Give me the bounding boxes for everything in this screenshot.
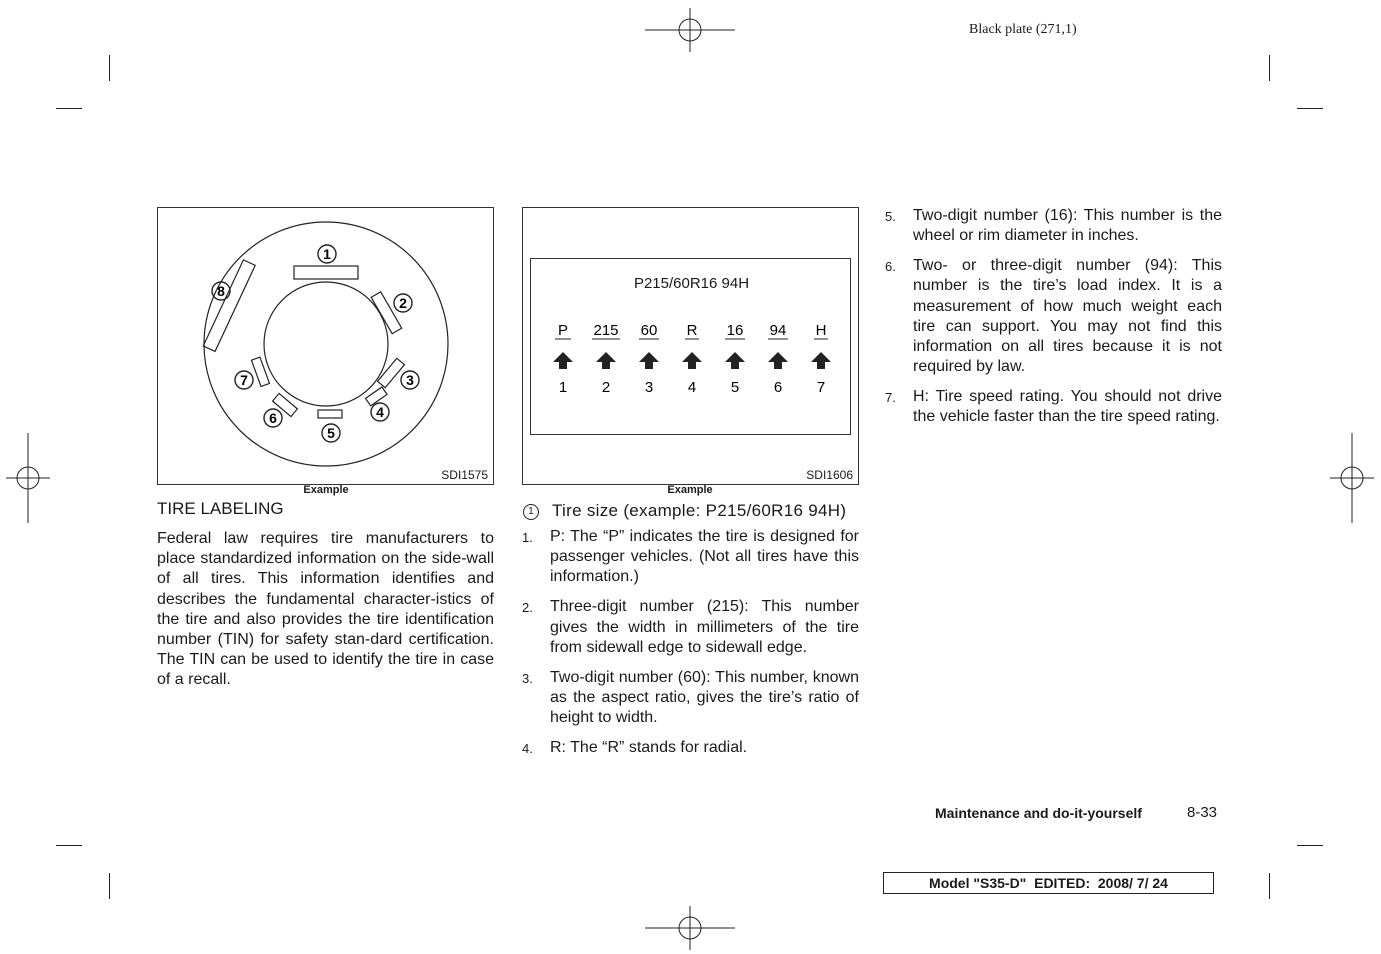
- list-text: Two-digit number (60): This number, known as the aspect ratio, gives the tire’s ratio of height to width.: [550, 668, 859, 727]
- model-edit-stamp: Model "S35-D" EDITED: 2008/ 7/ 24: [883, 872, 1214, 894]
- crop-mark: [1297, 108, 1323, 109]
- list-number: 4.: [522, 741, 533, 757]
- callout-marker: 1: [523, 504, 539, 520]
- crop-mark: [1269, 55, 1270, 81]
- footer-section-name: Maintenance and do-it-yourself: [935, 805, 1142, 821]
- code-p: P: [557, 322, 569, 339]
- list-number: 5.: [885, 209, 896, 224]
- list-item: [522, 738, 859, 758]
- index-4: 4: [687, 379, 697, 396]
- list-item: [522, 668, 859, 729]
- index-5: 5: [730, 379, 740, 396]
- index-7: 7: [816, 379, 826, 396]
- list-text: Three-digit number (215): This number gives the width in millimeters of the tire from sidewall edge to sidewall edge.: [550, 598, 859, 656]
- list-number: 7.: [885, 390, 896, 406]
- figure-caption: Example: [667, 484, 713, 496]
- callout-text: Tire size (example: P215/60R16 94H): [552, 501, 847, 520]
- crop-mark: [56, 845, 82, 846]
- section-heading: TIRE LABELING: [157, 499, 284, 518]
- arrow-up-icon: [725, 352, 745, 369]
- plate-label: Black plate (271,1): [969, 22, 1077, 37]
- list-item: [885, 387, 1222, 427]
- callout-1: 1: [323, 246, 331, 262]
- code-60: 60: [640, 322, 658, 339]
- callout-4: 4: [376, 404, 384, 420]
- code-94: 94: [769, 322, 787, 339]
- list-item: [885, 206, 1222, 246]
- index-3: 3: [644, 379, 654, 396]
- crop-mark: [109, 55, 110, 81]
- list-number: 2.: [522, 600, 533, 616]
- arrow-up-icon: [639, 352, 659, 369]
- list-item: [522, 597, 859, 658]
- list-text: P: The “P” indicates the tire is designed for passenger vehicles. (Not all tires have this information.): [550, 528, 859, 586]
- page-number: 8-33: [1187, 804, 1218, 821]
- list-number: 3.: [522, 670, 533, 686]
- crop-mark: [1269, 873, 1270, 899]
- registration-mark-left: [6, 433, 50, 523]
- arrow-up-icon: [553, 352, 573, 369]
- figure-id: SDI1606: [806, 468, 853, 482]
- registration-mark-top: [645, 8, 735, 52]
- callout-list-item: [522, 501, 859, 521]
- callout-7: 7: [240, 372, 248, 388]
- tire-size-label: P215/60R16 94H: [633, 275, 750, 292]
- crop-mark: [1297, 845, 1323, 846]
- index-6: 6: [773, 379, 783, 396]
- code-16: 16: [726, 322, 744, 339]
- list-item: [885, 256, 1222, 377]
- code-r: R: [686, 322, 698, 339]
- index-2: 2: [601, 379, 611, 396]
- figure-caption: Example: [303, 484, 349, 496]
- tire-size-figure: [522, 207, 859, 485]
- tire-code-list-part2: [885, 206, 1222, 437]
- callout-2: 2: [399, 295, 407, 311]
- callout-8: 8: [217, 283, 225, 299]
- list-number: 6.: [885, 259, 896, 275]
- list-item: [522, 527, 859, 588]
- code-h: H: [815, 322, 827, 339]
- list-text: R: The “R” stands for radial.: [550, 739, 748, 757]
- arrow-up-icon: [811, 352, 831, 369]
- registration-mark-bottom: [645, 906, 735, 950]
- list-text: Two- or three-digit number (94): This number is the tire’s load index. It is a measurement of how much weight each tire can support. You may not find this information on all tires because it is not required by law.: [913, 257, 1222, 376]
- index-1: 1: [558, 379, 568, 396]
- arrow-up-icon: [768, 352, 788, 369]
- callout-5: 5: [327, 425, 335, 441]
- registration-mark-right: [1330, 433, 1374, 523]
- crop-mark: [56, 108, 82, 109]
- callout-3: 3: [406, 372, 414, 388]
- tire-sidewall-figure: [157, 207, 494, 485]
- crop-mark: [109, 873, 110, 899]
- tire-code-list-part1: [522, 501, 859, 768]
- section-body: Federal law requires tire manufacturers to place standardized information on the side-wall of all tires. This information identifies and describes the fundamental character-istics of the tire and also provides the tire identification number (TIN) for safety stan-dard certification. The TIN can be used to identify the tire in case of a recall.: [157, 530, 494, 689]
- list-text: H: Tire speed rating. You should not drive the vehicle faster than the tire speed rating.: [913, 388, 1222, 426]
- arrow-up-icon: [682, 352, 702, 369]
- arrow-up-icon: [596, 352, 616, 369]
- tire-sidewall-diagram: [158, 208, 493, 484]
- callout-6: 6: [269, 410, 277, 426]
- list-text: Two-digit number (16): This number is the wheel or rim diameter in inches.: [913, 207, 1222, 245]
- tire-code-row: [523, 208, 858, 408]
- figure-id: SDI1575: [441, 468, 488, 482]
- list-number: 1.: [522, 530, 533, 545]
- code-215: 215: [593, 322, 619, 339]
